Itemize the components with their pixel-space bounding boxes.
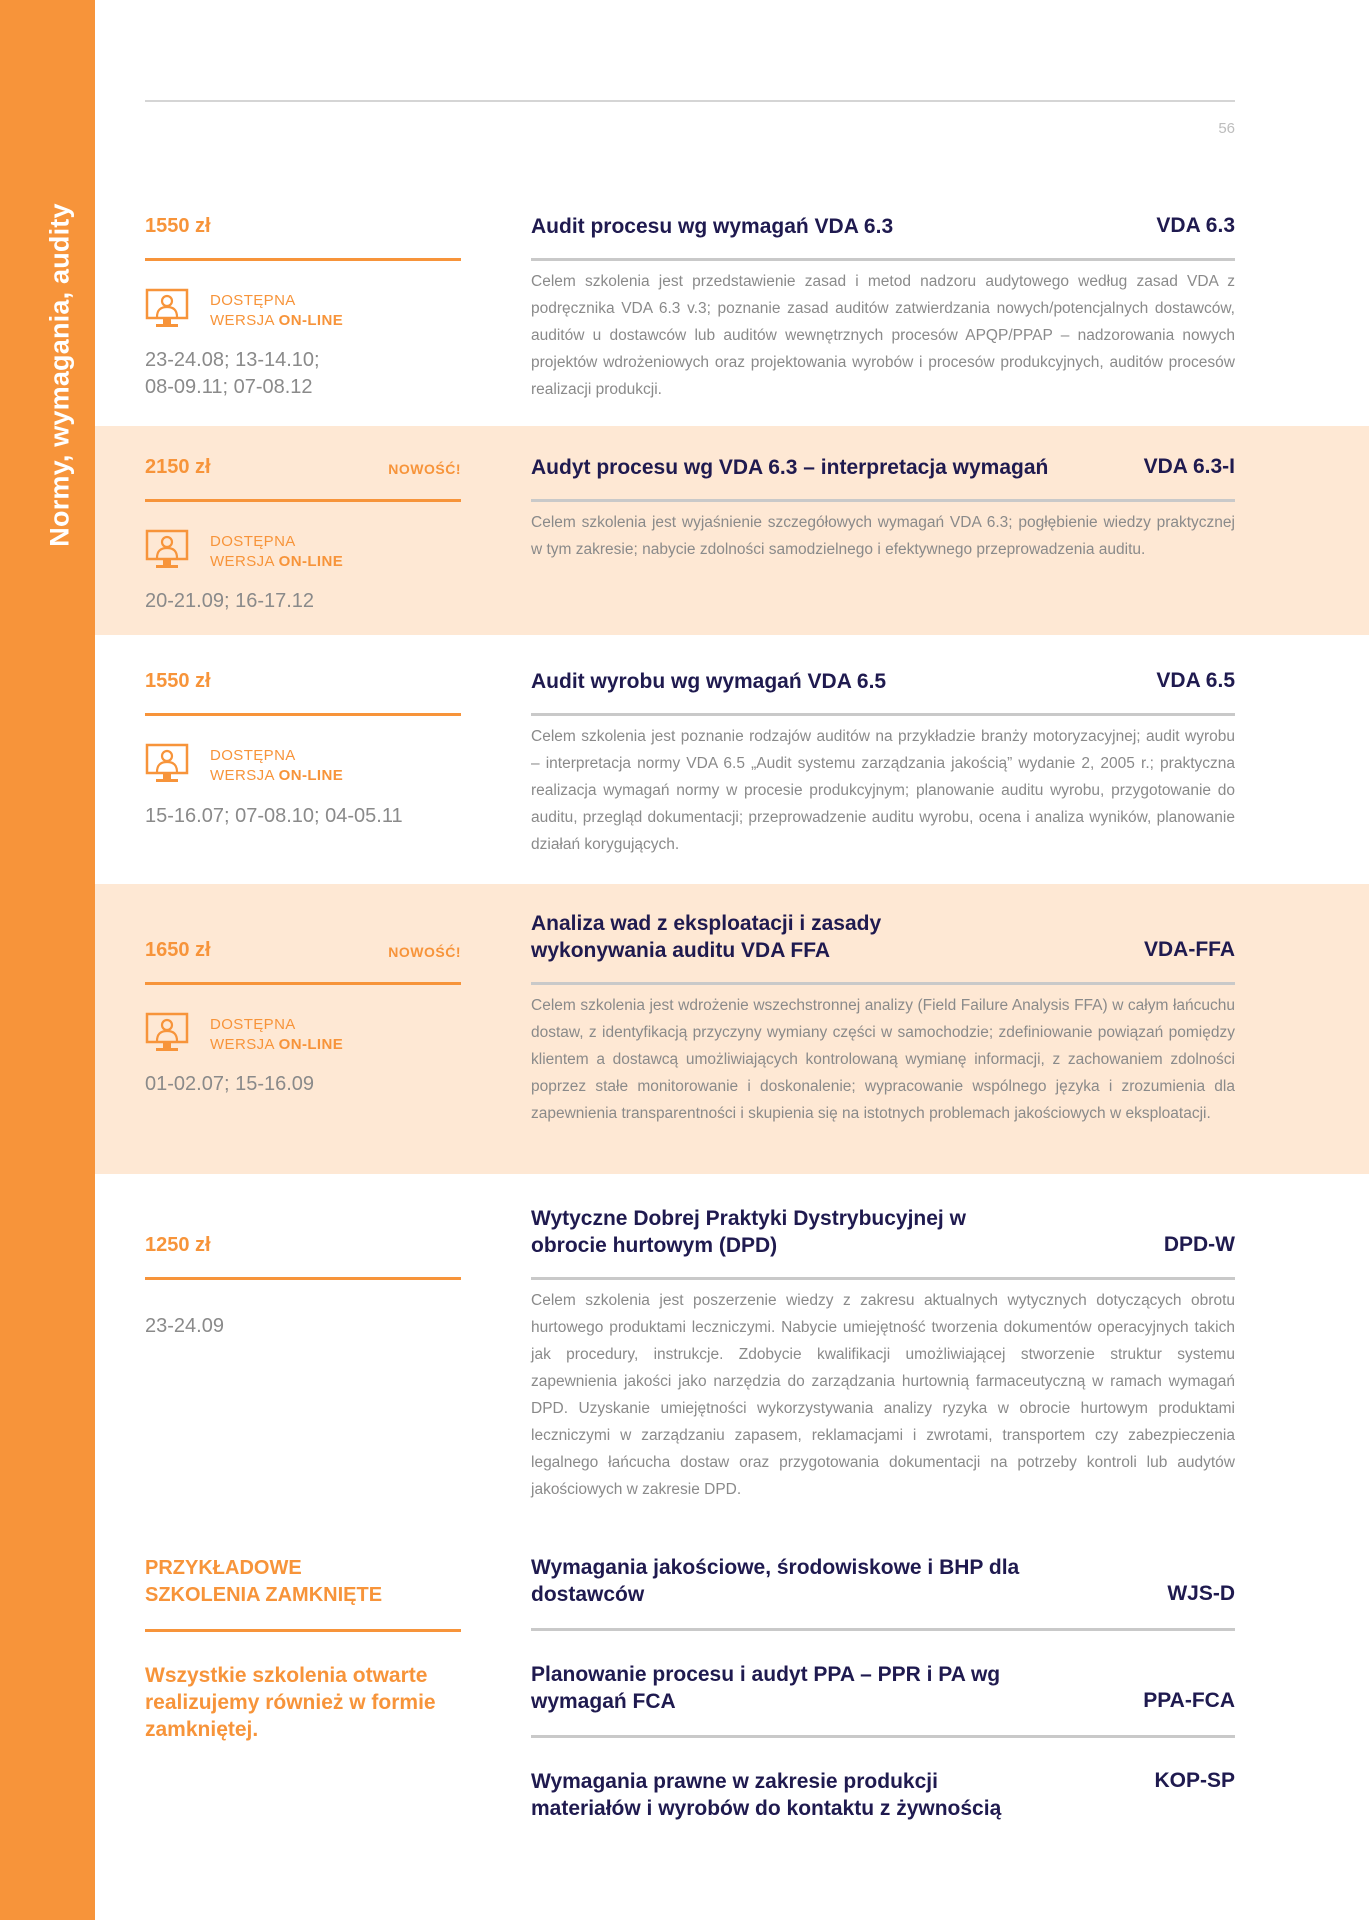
course-code: VDA-FFA: [1144, 938, 1235, 961]
closed-training-title: Wymagania prawne w zakresie produkcji materiałów i wyrobów do kontaktu z żywnością: [531, 1770, 1002, 1820]
monitor-person-icon: [145, 529, 189, 571]
course-price: 1550 zł: [145, 215, 211, 237]
closed-item-divider: [531, 1735, 1235, 1738]
price-divider: [145, 1277, 461, 1280]
new-badge: NOWOŚĆ!: [388, 944, 461, 960]
course-price: 1650 zł: [145, 939, 211, 961]
top-divider: [145, 100, 1235, 102]
closed-training-code: WJS-D: [1167, 1582, 1235, 1605]
course-price: 1550 zł: [145, 670, 211, 692]
course-dates: 20-21.09; 16-17.12: [145, 590, 315, 612]
online-label: DOSTĘPNA WERSJA ON-LINE: [210, 533, 344, 570]
closed-trainings-heading: PRZYKŁADOWE SZKOLENIA ZAMKNIĘTE: [145, 1557, 383, 1606]
online-availability: [145, 288, 465, 332]
online-label: DOSTĘPNA WERSJA ON-LINE: [210, 1016, 344, 1053]
course-code: VDA 6.5: [1156, 669, 1235, 692]
closed-training-code: PPA-FCA: [1143, 1689, 1235, 1712]
course-title: Wytyczne Dobrej Praktyki Dystrybucyjnej w obrocie hurtowym (DPD): [531, 1207, 966, 1257]
course-title: Audyt procesu wg VDA 6.3 – interpretacja wymagań: [531, 456, 1049, 479]
closed-heading-divider: [145, 1629, 461, 1632]
price-divider: [145, 499, 461, 502]
online-availability: [145, 1012, 465, 1056]
price-divider: [145, 713, 461, 716]
closed-training-code: KOP-SP: [1154, 1769, 1235, 1792]
course-title: Analiza wad z eksploatacji i zasady wykonywania auditu VDA FFA: [531, 912, 882, 962]
closed-item-divider: [531, 1628, 1235, 1631]
course-title: Audit wyrobu wg wymagań VDA 6.5: [531, 670, 887, 693]
monitor-person-icon: [145, 288, 189, 330]
course-description: Celem szkolenia jest wdrożenie wszechstronnej analizy (Field Failure Analysis FFA) w całym łańcuchu dostaw, z identyfikacją przyczyny wymiany części w samochodzie; zdefiniowanie powiązań pomiędzy klientem a dostawcą umożliwiających kontrolowaną wymianę informacji, z zachowaniem zdolności poprzez stałe monitorowanie i doskonalenie; wypracowanie wspólnego języka i zrozumienia dla zapewnienia transparentności i skupienia się na istotnych problemach jakościowych w eksploatacji.: [531, 997, 1235, 1122]
monitor-person-icon: [145, 1012, 189, 1054]
course-description: Celem szkolenia jest wyjaśnienie szczegółowych wymagań VDA 6.3; pogłębienie wiedzy praktycznej w tym zakresie; nabycie zdolności samodzielnego i efektywnego przeprowadzenia auditu.: [531, 514, 1235, 558]
title-divider: [531, 982, 1235, 985]
page-number: 56: [1218, 120, 1235, 137]
course-code: DPD-W: [1163, 1233, 1235, 1256]
course-description: Celem szkolenia jest poszerzenie wiedzy z zakresu aktualnych wytycznych dotyczących obrotu hurtowego produktami leczniczymi. Nabycie umiejętność tworzenia dokumentów operacyjnych takich jak procedury, instrukcje. Zdobycie kwalifikacji umożliwiającej stworzenie struktur systemu zapewnienia jakości jako narzędzia do zarządzania hurtownią farmaceutyczną w ramach wymagań DPD. Uzyskanie umiejętności wykorzystywania analizy ryzyka w obrocie hurtowym produktami leczniczymi w zarządzaniu zapasem, reklamacjami i zwrotami, transportem czy zabezpieczenia legalnego łańcucha dostaw oraz przygotowania dokumentacji na potrzeby kontroli lub audytów jakościowych w zakresie DPD.: [531, 1292, 1235, 1498]
course-dates: 23-24.08; 13-14.10; 08-09.11; 07-08.12: [145, 349, 320, 398]
course-price: 1250 zł: [145, 1234, 211, 1256]
closed-training-title: Planowanie procesu i audyt PPA – PPR i PA wg wymagań FCA: [531, 1663, 1001, 1713]
course-description: Celem szkolenia jest poznanie rodzajów auditów na przykładzie branży motoryzacyjnej; audit wyrobu – interpretacja normy VDA 6.5 „Audit systemu zarządzania jakością” wydanie 2, 2005 r.; praktyczna realizacja wymagań normy w procesie produkcyjnym; planowanie auditu wyrobu, przygotowanie do auditu, przegląd dokumentacji; przeprowadzenie auditu wyrobu, ocena i analiza wyników, planowanie działań korygujących.: [531, 728, 1235, 853]
section-title: Normy, wymagania, audity: [44, 203, 75, 547]
title-divider: [531, 713, 1235, 716]
online-label: DOSTĘPNA WERSJA ON-LINE: [210, 747, 344, 784]
closed-training-title: Wymagania jakościowe, środowiskowe i BHP dla dostawców: [531, 1556, 1020, 1606]
price-divider: [145, 982, 461, 985]
course-code: VDA 6.3-I: [1143, 455, 1235, 478]
course-dates: 15-16.07; 07-08.10; 04-05.11: [145, 805, 403, 827]
online-availability: [145, 743, 465, 787]
title-divider: [531, 258, 1235, 261]
title-divider: [531, 1277, 1235, 1280]
course-dates: 01-02.07; 15-16.09: [145, 1073, 315, 1095]
course-code: VDA 6.3: [1156, 214, 1235, 237]
course-title: Audit procesu wg wymagań VDA 6.3: [531, 215, 894, 238]
course-description: Celem szkolenia jest przedstawienie zasad i metod nadzoru audytowego według zasad VDA z podręcznika VDA 6.3 v.3; poznanie zasad auditów zatwierdzania nowych/potencjalnych dostawców, auditów u dostawców lub auditów wewnętrznych procesów APQP/PPAP – nadzorowania nowych projektów wdrożeniowych oraz projektowania wyrobów i procesów produkcyjnych, auditów procesów realizacji produkcji.: [531, 273, 1235, 398]
course-price: 2150 zł: [145, 456, 211, 478]
monitor-person-icon: [145, 743, 189, 785]
new-badge: NOWOŚĆ!: [388, 461, 461, 477]
online-availability: [145, 529, 465, 573]
price-divider: [145, 258, 461, 261]
online-label: DOSTĘPNA WERSJA ON-LINE: [210, 292, 344, 329]
course-dates: 23-24.09: [145, 1315, 224, 1337]
closed-trainings-note: Wszystkie szkolenia otwarte realizujemy również w formie zamkniętej.: [145, 1664, 436, 1741]
title-divider: [531, 499, 1235, 502]
sidebar-band: [0, 0, 95, 1920]
